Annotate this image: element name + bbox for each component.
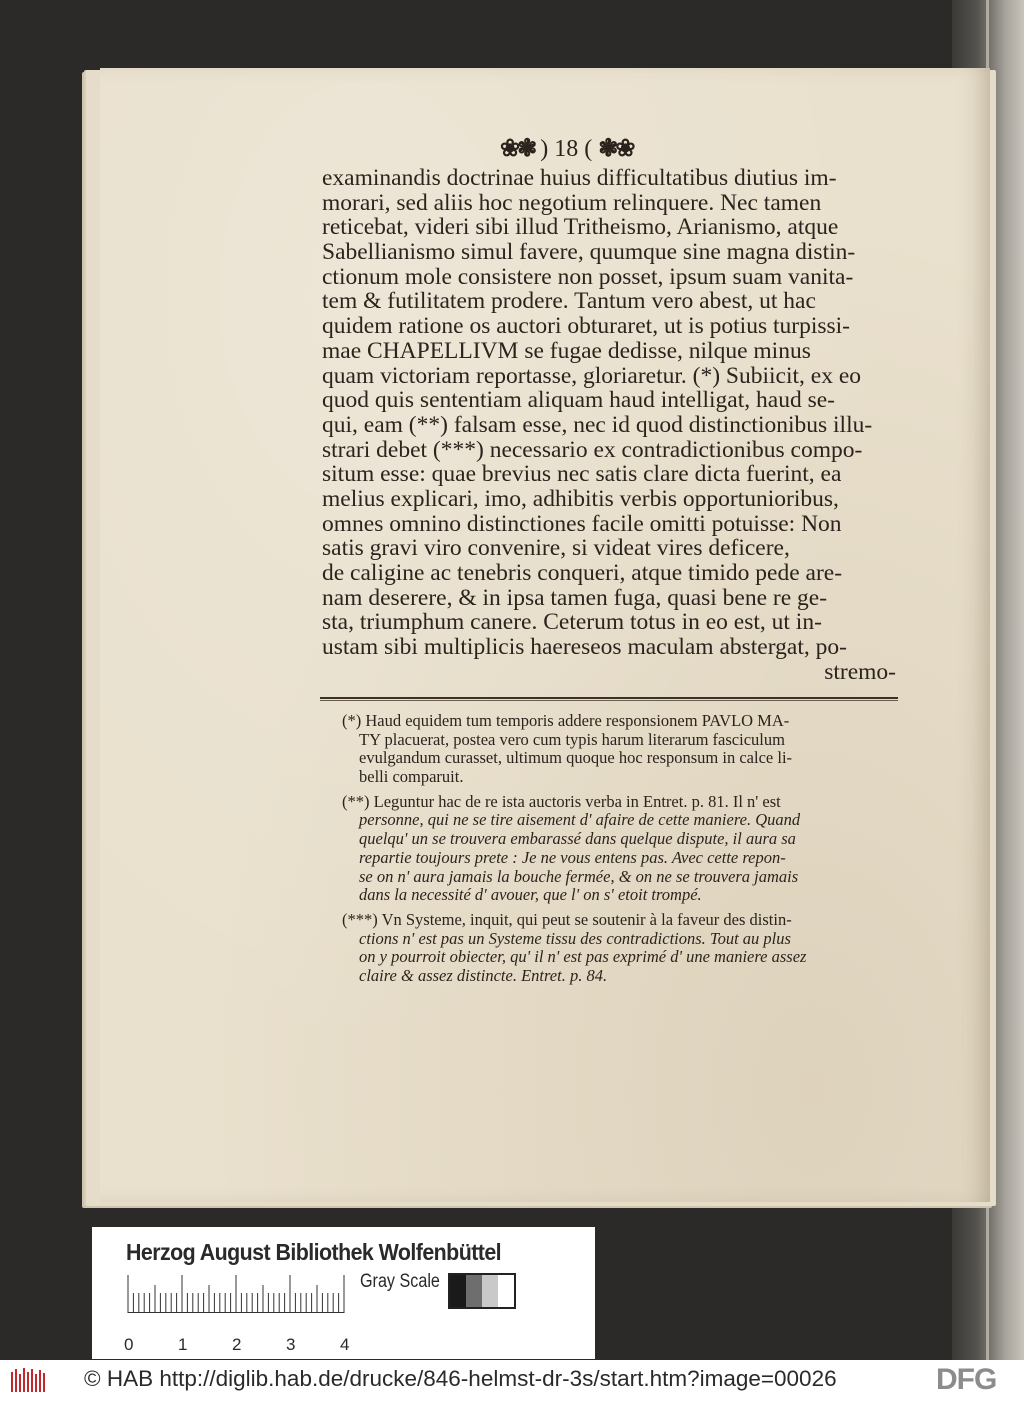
- source-url[interactable]: © HAB http://diglib.hab.de/drucke/846-helmst-dr-3s/start.htm?image=00026: [84, 1366, 837, 1391]
- ruler-ticks: [126, 1273, 348, 1313]
- ruler-number: 2: [232, 1335, 242, 1354]
- body-text: [322, 166, 896, 684]
- body-line: sta, triumphum canere. Ceterum totus in eo est, ut in-: [322, 609, 822, 636]
- body-line: omnes omnino distinctiones facile omitti potuisse: Non: [322, 510, 842, 537]
- footnote-line: dans la necessité d' avouer, que l' on s' etoit trompé.: [359, 885, 702, 905]
- footnote: [342, 911, 902, 986]
- body-line: melius explicari, imo, adhibitis verbis opportunioribus,: [322, 485, 839, 512]
- gray-swatch-cell: [498, 1275, 514, 1307]
- scale-card: [92, 1227, 595, 1359]
- footnote-line: belli comparuit.: [359, 767, 464, 787]
- body-line: situm esse: quae brevius nec satis clare dicta fuerint, ea: [322, 461, 842, 488]
- dfg-logo: DFG: [936, 1363, 997, 1396]
- footer-bar: [0, 1360, 1024, 1401]
- footnote-rule: [320, 697, 898, 701]
- gray-scale-label: Gray Scale: [360, 1271, 440, 1292]
- footnote-line: claire & assez distincte. Entret. p. 84.: [359, 965, 608, 985]
- body-line: quod quis sententiam aliquam haud intelligat, haud se-: [322, 387, 835, 414]
- body-line: satis gravi viro convenire, si videat vires deficere,: [322, 535, 790, 562]
- footnotes: [342, 712, 902, 992]
- catchword: stremo-: [824, 658, 896, 685]
- page-header: [500, 134, 700, 168]
- body-line: ustam sibi multiplicis haereseos maculam abstergat, po-: [322, 634, 847, 661]
- body-line: examinandis doctrinae huius difficultatibus diutius im-: [322, 165, 837, 191]
- gray-scale-swatch: [448, 1273, 516, 1309]
- ruler-number: 4: [340, 1335, 350, 1354]
- footnote-line: (***) Vn Systeme, inquit, qui peut se soutenir à la faveur des distin-: [342, 909, 792, 929]
- body-line: quam victoriam reportasse, gloriaretur. (*) Subiicit, ex eo: [322, 362, 862, 389]
- body-line: tem & futilitatem prodere. Tantum vero abest, ut hac: [322, 288, 816, 315]
- header-ornament-right: ❃❀: [598, 136, 633, 162]
- body-line: strari debet (***) necessario ex contradictionibus compo-: [322, 436, 863, 463]
- footnote-line: evulgandum curasset, ultimum quoque hoc responsum in calce li-: [359, 748, 793, 768]
- body-line: morari, sed aliis hoc negotium relinquere. Nec tamen: [322, 189, 822, 216]
- library-name: Herzog August Bibliothek Wolfenbüttel: [126, 1239, 502, 1265]
- body-line: reticebat, videri sibi illud Tritheismo, Arianismo, atque: [322, 214, 839, 241]
- footnote-line: TY placuerat, postea vero cum typis harum literarum fasciculum: [359, 729, 785, 749]
- body-line: nam deserere, & in ipsa tamen fuga, quasi bene re ge-: [322, 584, 828, 611]
- gray-swatch-cell: [466, 1275, 482, 1307]
- footnote-line: repartie toujours prete : Je ne vous entens pas. Avec cette repon-: [359, 847, 786, 867]
- gray-swatch-cell: [482, 1275, 498, 1307]
- footnote-line: quelqu' un se trouvera embarassé dans quelque dispute, il aura sa: [359, 829, 796, 849]
- ruler-numbers: [124, 1335, 364, 1357]
- footnote-line: ctions n' est pas un Systeme tissu des contradictions. Tout au plus: [359, 928, 791, 948]
- ruler-number: 0: [124, 1335, 134, 1354]
- body-line: de caligine ac tenebris conqueri, atque timido pede are-: [322, 560, 843, 586]
- ruler-number: 3: [286, 1335, 296, 1354]
- footnote: [342, 793, 902, 905]
- header-ornament-left: ❀❃: [500, 136, 535, 162]
- footnote-line: (*) Haud equidem tum temporis addere responsionem PAVLO MA-: [342, 711, 790, 730]
- gray-swatch-cell: [450, 1275, 466, 1307]
- footnote-line: (**) Leguntur hac de re ista auctoris verba in Entret. p. 81. Il n' est: [342, 791, 781, 811]
- hab-logo-icon: [10, 1366, 46, 1394]
- body-line: ctionum mole consistere non posset, ipsum suam vanita-: [322, 263, 854, 290]
- ruler-number: 1: [178, 1335, 188, 1354]
- page-number: ) 18 (: [540, 136, 593, 162]
- body-line: qui, eam (**) falsam esse, nec id quod distinctionibus illu-: [322, 411, 873, 438]
- footnote-line: on y pourroit obiecter, qu' il n' est pas exprimé d' une maniere assez: [359, 947, 807, 967]
- body-line: quidem ratione os auctori obturaret, ut is potius turpissi-: [322, 313, 851, 340]
- body-line: mae CHAPELLIVM se fugae dedisse, nilque minus: [322, 337, 811, 364]
- body-line: Sabellianismo simul favere, quumque sine magna distin-: [322, 239, 856, 266]
- footnote-line: personne, qui ne se tire aisement d' afaire de cette maniere. Quand: [359, 810, 801, 830]
- footnote-line: se on n' aura jamais la bouche fermée, & on ne se trouvera jamais: [359, 866, 799, 886]
- footnote: [342, 712, 902, 787]
